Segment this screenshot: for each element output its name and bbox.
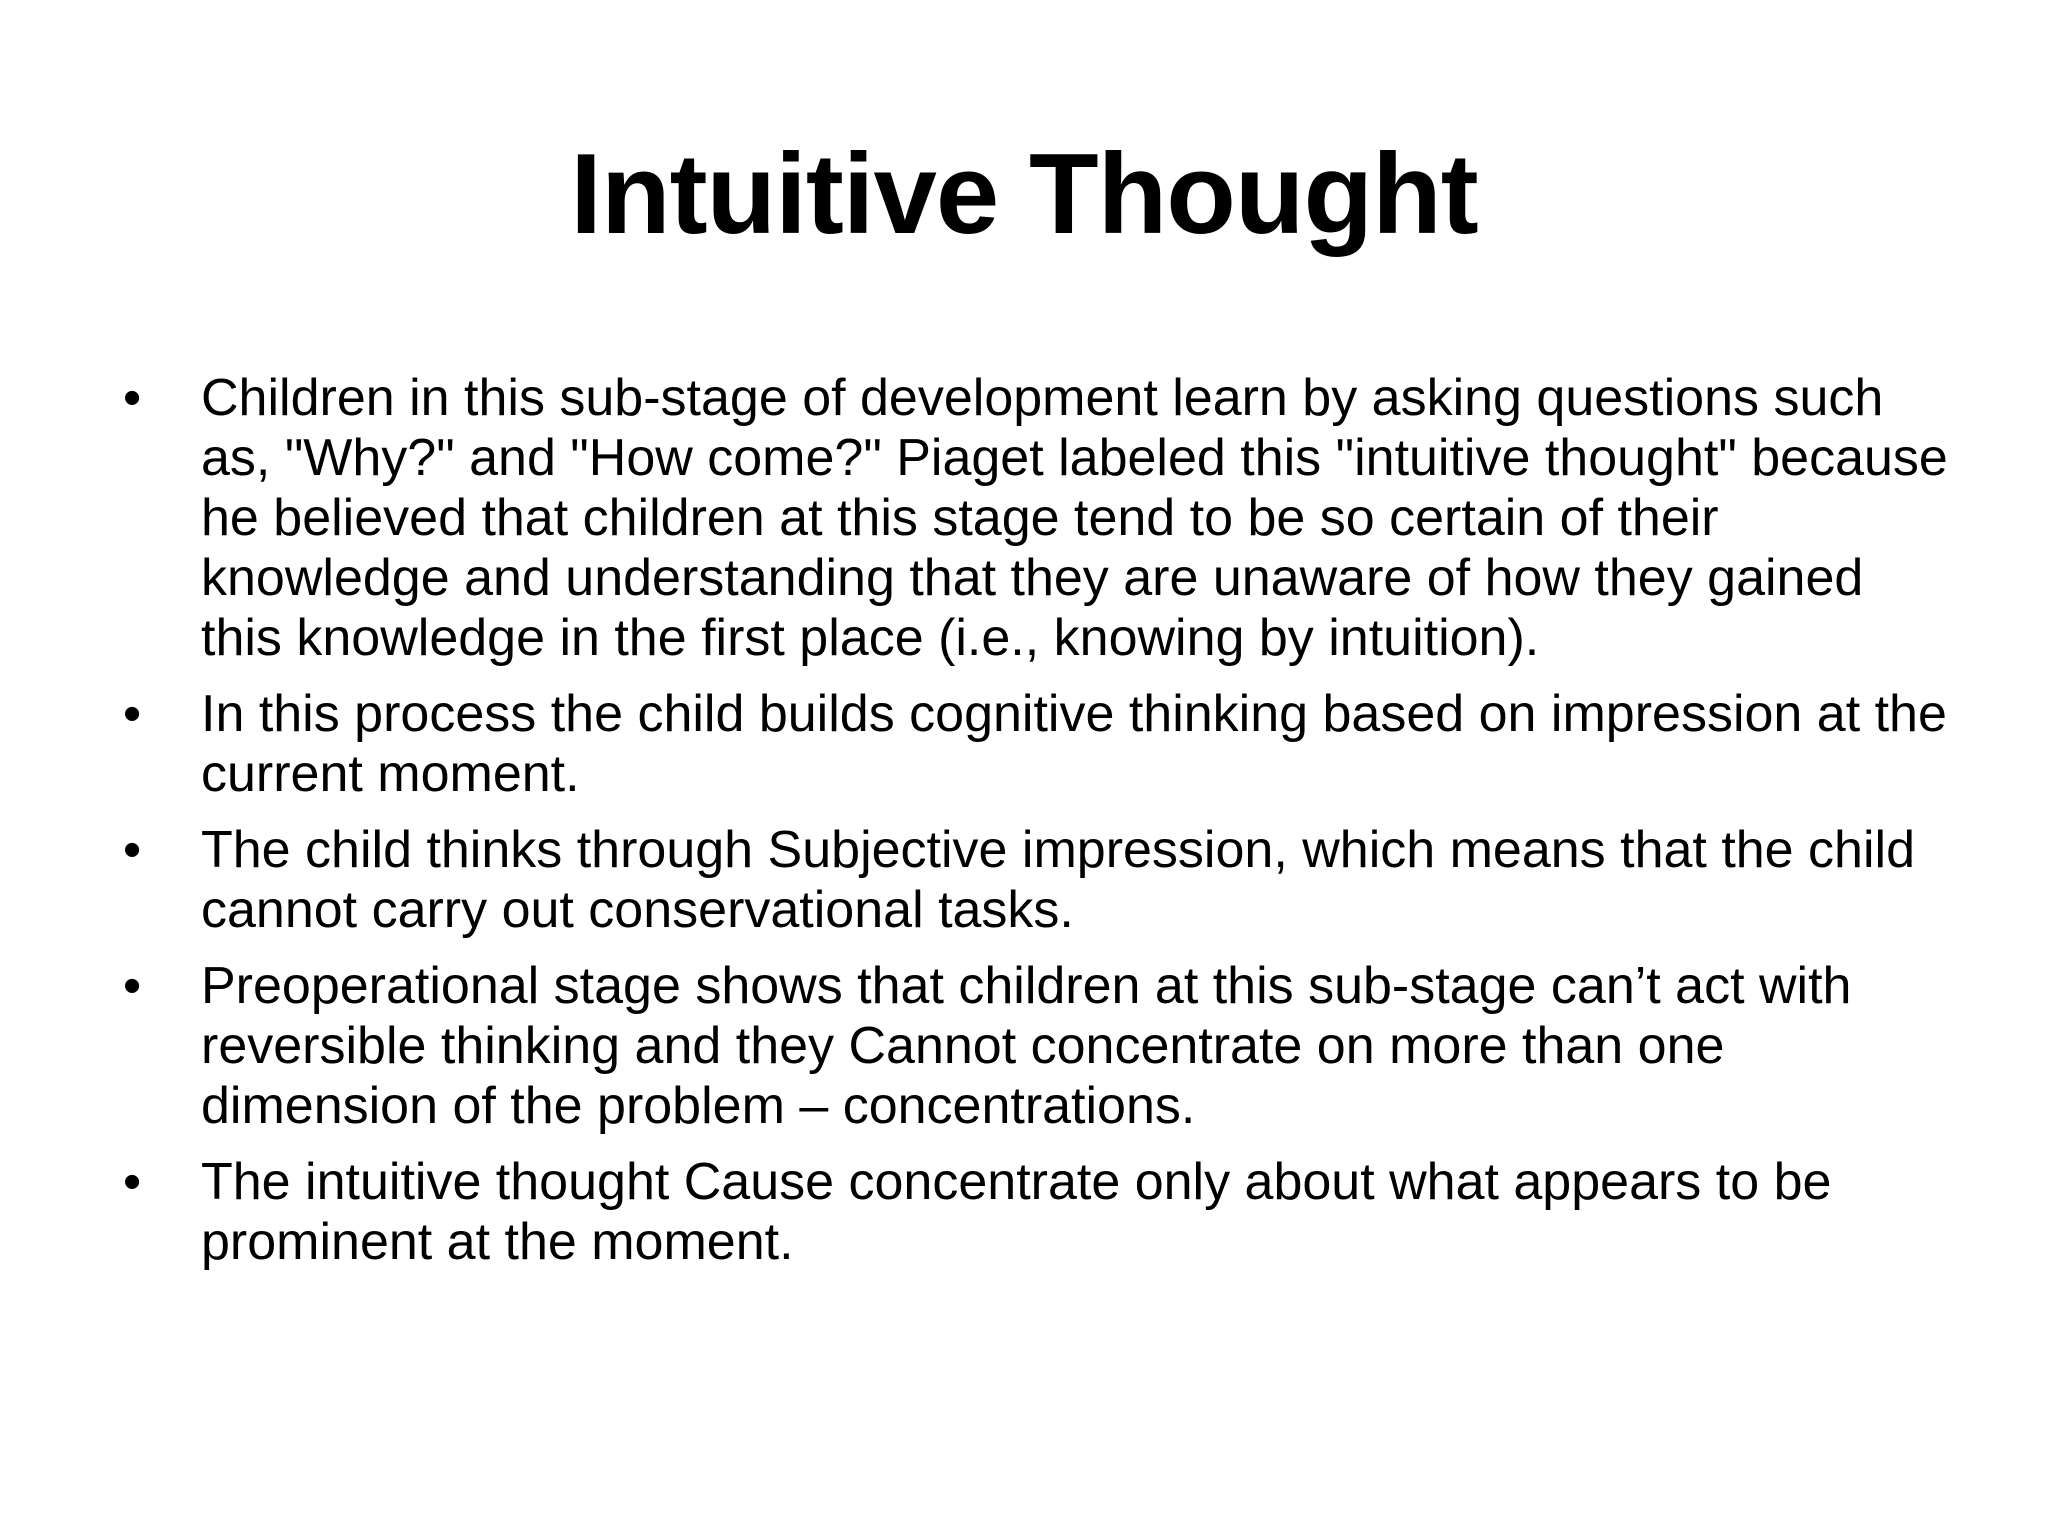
bullet-icon: • (123, 957, 142, 1015)
bullet-item (115, 956, 1955, 1136)
bullet-text: The child thinks through Subjective impression, which means that the child cannot carry out conservational tasks. (201, 821, 1915, 939)
bullet-text: Children in this sub-stage of development learn by asking questions such as, "Why?" and "How come?" Piaget labeled this "intuitive thought" because he believed that children at this stage tend to be so certain of their knowledge and understanding that they are unaware of how they gained this knowledge in the first place (i.e., knowing by intuition). (201, 369, 1948, 667)
bullet-item (115, 368, 1955, 668)
bullet-icon: • (123, 1153, 142, 1211)
bullet-text: The intuitive thought Cause concentrate only about what appears to be prominent at the moment. (201, 1153, 1832, 1271)
bullet-icon: • (123, 685, 142, 743)
bullet-icon: • (123, 821, 142, 879)
bullet-item (115, 820, 1955, 940)
bullet-item (115, 1152, 1955, 1272)
bullet-text: In this process the child builds cognitive thinking based on impression at the current moment. (201, 685, 1947, 803)
bullet-list (115, 368, 1955, 1288)
slide-title: Intuitive Thought (570, 131, 1478, 258)
bullet-icon: • (123, 369, 142, 427)
bullet-item (115, 684, 1955, 804)
bullet-text: Preoperational stage shows that children at this sub-stage can’t act with reversible thinking and they Cannot concentrate on more than one dimension of the problem – concentrations. (201, 957, 1852, 1135)
